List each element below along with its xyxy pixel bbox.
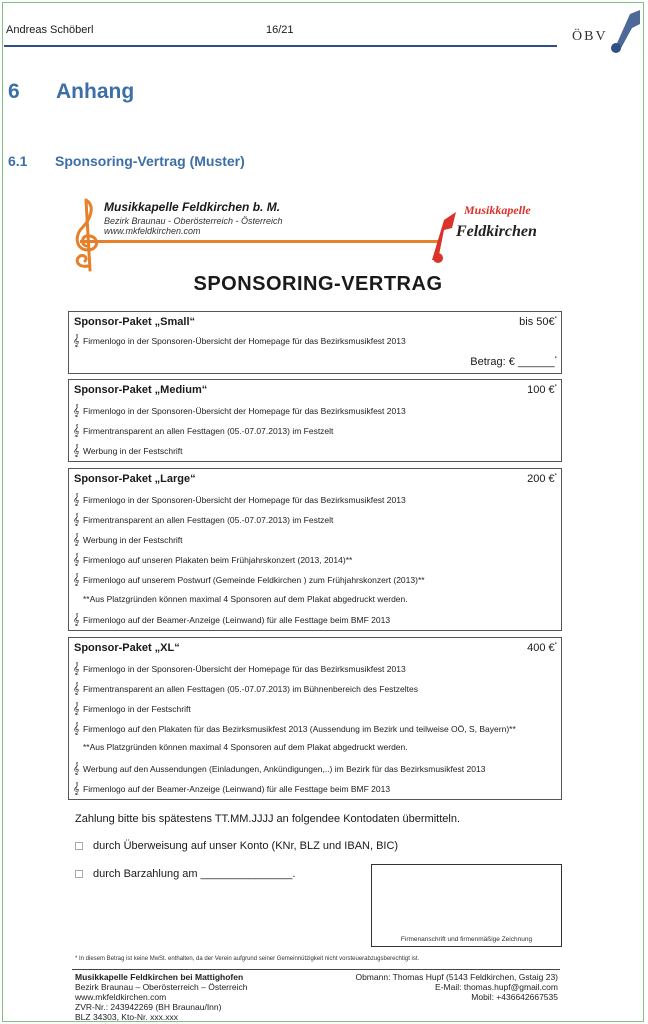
footer-rule bbox=[72, 969, 560, 970]
package-large-note: **Aus Platzgründen können maximal 4 Sponsoren auf dem Plakat abgedruckt werden. bbox=[83, 594, 408, 604]
clef-icon: 𝄞 bbox=[73, 702, 80, 715]
logo-line-1: Musikkapelle bbox=[464, 203, 531, 217]
clef-icon: 𝄞 bbox=[73, 553, 80, 566]
clef-icon: 𝄞 bbox=[73, 334, 80, 347]
page-header bbox=[0, 0, 648, 60]
footer-email: E-Mail: thomas.hupf@gmail.com bbox=[435, 982, 558, 992]
clef-icon: 𝄞 bbox=[73, 444, 80, 457]
footer-right bbox=[355, 972, 558, 1002]
clef-icon: 𝄞 bbox=[73, 682, 80, 695]
header-rule bbox=[4, 45, 557, 47]
package-medium-item: 𝄞 Werbung in der Festschrift bbox=[73, 444, 183, 457]
clef-icon: 𝄞 bbox=[73, 513, 80, 526]
footer-blz: BLZ 34303, Kto-Nr. xxx.xxx bbox=[75, 1012, 178, 1022]
letterhead bbox=[70, 196, 570, 272]
package-small-price: bis 50€* bbox=[519, 316, 557, 328]
oebv-logo-text: ÖBV bbox=[572, 29, 608, 44]
section-number: 6 bbox=[8, 80, 20, 103]
package-xl-item: 𝄞 Firmenlogo in der Sponsoren-Übersicht der Homepage für das Bezirksmusikfest 2013 bbox=[73, 662, 406, 675]
package-xl-price: 400 €* bbox=[527, 642, 557, 654]
footer-zvr: ZVR-Nr.: 243942269 (BH Braunau/Inn) bbox=[75, 1002, 222, 1012]
betrag-field[interactable]: Betrag: € ______* bbox=[470, 356, 557, 368]
package-medium-price-value: 100 € bbox=[527, 384, 555, 396]
package-medium-price: 100 €* bbox=[527, 384, 557, 396]
header-author: Andreas Schöberl bbox=[6, 24, 94, 36]
footnote: * In diesem Betrag ist keine MwSt. enthalten, da der Verein aufgrund seiner Gemeinnützigkeit nicht vorsteuerabzugsberechtigt ist. bbox=[75, 956, 420, 962]
clef-icon: 𝄞 bbox=[73, 533, 80, 546]
letterhead-name: Musikkapelle Feldkirchen b. M. bbox=[104, 200, 281, 214]
package-xl-name: Sponsor-Paket „XL“ bbox=[74, 642, 180, 654]
package-xl bbox=[68, 637, 562, 800]
package-large-item: 𝄞 Firmenlogo auf unseren Plakaten beim Frühjahrskonzert (2013, 2014)** bbox=[73, 553, 353, 566]
package-small-price-value: bis 50€ bbox=[519, 316, 555, 328]
signature-label: Firmenanschrift und firmenmäßige Zeichnung bbox=[400, 936, 533, 943]
clef-icon: 𝄞 bbox=[73, 662, 80, 675]
package-large-item: 𝄞 Firmenlogo auf der Beamer-Anzeige (Leinwand) für alle Festtage beim BMF 2013 bbox=[73, 613, 391, 626]
package-xl-item: 𝄞 Firmentransparent an allen Festtagen (05.-07.07.2013) im Bühnenbereich des Festzeltes bbox=[73, 682, 418, 695]
package-medium-item: 𝄞 Firmenlogo in der Sponsoren-Übersicht der Homepage für das Bezirksmusikfest 2013 bbox=[73, 404, 406, 417]
checkbox-cash[interactable] bbox=[75, 870, 83, 878]
package-xl-item: 𝄞 Firmenlogo in der Festschrift bbox=[73, 702, 191, 715]
subsection-number: 6.1 bbox=[8, 153, 28, 169]
package-large-item: 𝄞 Firmenlogo auf unserem Postwurf (Gemeinde Feldkirchen ) zum Frühjahrskonzert (2013)** bbox=[73, 573, 425, 586]
package-xl-item: 𝄞 Werbung auf den Aussendungen (Einladungen, Ankündigungen,..) im Bezirk für das Bezirksmusikfest 2013 bbox=[73, 762, 486, 775]
treble-clef-icon bbox=[70, 196, 104, 272]
payment-option-cash[interactable]: durch Barzahlung am _______________. bbox=[75, 868, 295, 880]
footer-obmann: Obmann: Thomas Hupf (5143 Feldkirchen, Gstaig 23) bbox=[355, 972, 558, 982]
package-xl-note: **Aus Platzgründen können maximal 4 Sponsoren auf dem Plakat abgedruckt werden. bbox=[83, 742, 408, 752]
footer-mobil: Mobil: +436642667535 bbox=[471, 992, 558, 1002]
package-small-item: 𝄞 Firmenlogo in der Sponsoren-Übersicht der Homepage für das Bezirksmusikfest 2013 bbox=[73, 334, 406, 347]
package-large bbox=[68, 468, 562, 631]
package-medium-item: 𝄞 Firmentransparent an allen Festtagen (05.-07.07.2013) im Festzelt bbox=[73, 424, 334, 437]
clef-icon: 𝄞 bbox=[73, 782, 80, 795]
clef-icon: 𝄞 bbox=[73, 613, 80, 626]
package-large-item: 𝄞 Firmentransparent an allen Festtagen (05.-07.07.2013) im Festzelt bbox=[73, 513, 334, 526]
document-title bbox=[0, 273, 648, 296]
subsection-heading bbox=[8, 153, 245, 169]
package-large-item: 𝄞 Werbung in der Festschrift bbox=[73, 533, 183, 546]
subsection-title: Sponsoring-Vertrag (Muster) bbox=[55, 153, 245, 169]
footer-org: Musikkapelle Feldkirchen bei Mattighofen bbox=[75, 972, 244, 982]
checkbox-transfer[interactable] bbox=[75, 842, 83, 850]
clef-icon: 𝄞 bbox=[73, 424, 80, 437]
footer-region: Bezirk Braunau – Oberösterreich – Österreich bbox=[75, 982, 248, 992]
letterhead-orange-bar bbox=[80, 240, 440, 243]
feldkirchen-logo bbox=[430, 198, 560, 268]
letterhead-website: www.mkfeldkirchen.com bbox=[104, 226, 201, 236]
section-title: Anhang bbox=[56, 80, 135, 103]
payment-intro: Zahlung bitte bis spätestens TT.MM.JJJJ an folgendee Kontodaten übermitteln. bbox=[75, 813, 461, 825]
package-xl-price-value: 400 € bbox=[527, 642, 555, 654]
package-medium bbox=[68, 379, 562, 462]
package-large-name: Sponsor-Paket „Large“ bbox=[74, 473, 196, 485]
package-large-price: 200 €* bbox=[527, 473, 557, 485]
clef-icon: 𝄞 bbox=[73, 722, 80, 735]
clef-icon: 𝄞 bbox=[73, 404, 80, 417]
logo-line-2: Feldkirchen bbox=[456, 223, 537, 240]
letterhead-region: Bezirk Braunau - Oberösterreich - Österreich bbox=[104, 216, 283, 226]
signature-box[interactable] bbox=[371, 864, 562, 947]
clef-icon: 𝄞 bbox=[73, 762, 80, 775]
clef-icon: 𝄞 bbox=[73, 493, 80, 506]
package-small bbox=[68, 311, 562, 374]
package-medium-name: Sponsor-Paket „Medium“ bbox=[74, 384, 208, 396]
payment-option-transfer[interactable]: durch Überweisung auf unser Konto (KNr, BLZ und IBAN, BIC) bbox=[75, 840, 398, 852]
footer-left bbox=[75, 972, 247, 1022]
document-title-text: SPONSORING-VERTRAG bbox=[193, 273, 443, 295]
package-large-item: 𝄞 Firmenlogo in der Sponsoren-Übersicht der Homepage für das Bezirksmusikfest 2013 bbox=[73, 493, 406, 506]
header-page-number: 16/21 bbox=[266, 24, 294, 36]
package-xl-item: 𝄞 Firmenlogo auf der Beamer-Anzeige (Leinwand) für alle Festtage beim BMF 2013 bbox=[73, 782, 391, 795]
section-heading bbox=[8, 80, 134, 104]
footer-website: www.mkfeldkirchen.com bbox=[75, 992, 167, 1002]
package-large-price-value: 200 € bbox=[527, 473, 555, 485]
clef-icon: 𝄞 bbox=[73, 573, 80, 586]
oebv-logo bbox=[570, 4, 642, 56]
package-xl-item: 𝄞 Firmenlogo auf den Plakaten für das Bezirksmusikfest 2013 (Aussendung im Bezirk und teilweise OÖ, S, Bayern)** bbox=[73, 722, 516, 735]
package-small-name: Sponsor-Paket „Small“ bbox=[74, 316, 196, 328]
